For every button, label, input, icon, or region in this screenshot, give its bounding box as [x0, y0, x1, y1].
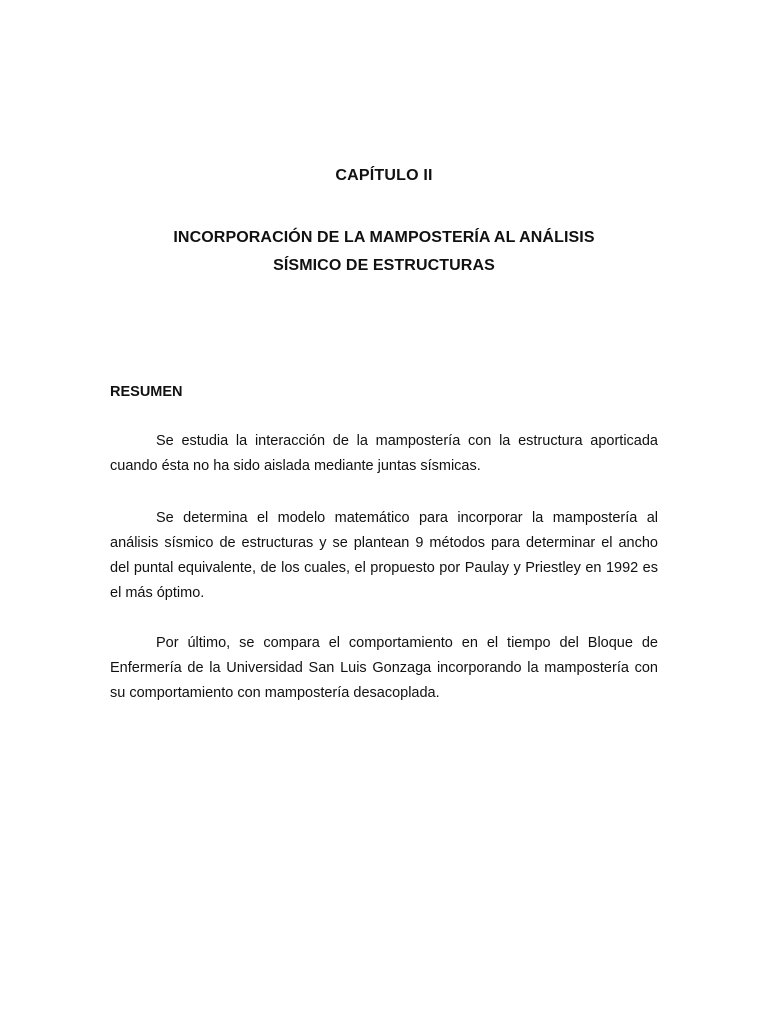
abstract-paragraph-1: Se estudia la interacción de la mampostería con la estructura aporticada cuando ésta no ha sido aislada mediante juntas sísmicas.: [110, 433, 658, 474]
chapter-title: [110, 224, 658, 280]
abstract-paragraph-3: Por último, se compara el comportamiento en el tiempo del Bloque de Enfermería de la Universidad San Luis Gonzaga incorporando la mampostería con su comportamiento con mampostería desacoplada.: [110, 635, 658, 701]
chapter-title-line-1: INCORPORACIÓN DE LA MAMPOSTERÍA AL ANÁLISIS: [173, 229, 595, 246]
section-heading-resumen: RESUMEN: [110, 384, 183, 400]
chapter-label: CAPÍTULO II: [335, 167, 433, 184]
abstract-paragraph-2: Se determina el modelo matemático para incorporar la mampostería al análisis sísmico de estructuras y se plantean 9 métodos para determinar el ancho del puntal equivalente, de los cuales, el propuesto por Paulay y Priestley en 1992 es el más óptimo.: [110, 510, 658, 601]
chapter-title-line-2: SÍSMICO DE ESTRUCTURAS: [273, 257, 495, 274]
